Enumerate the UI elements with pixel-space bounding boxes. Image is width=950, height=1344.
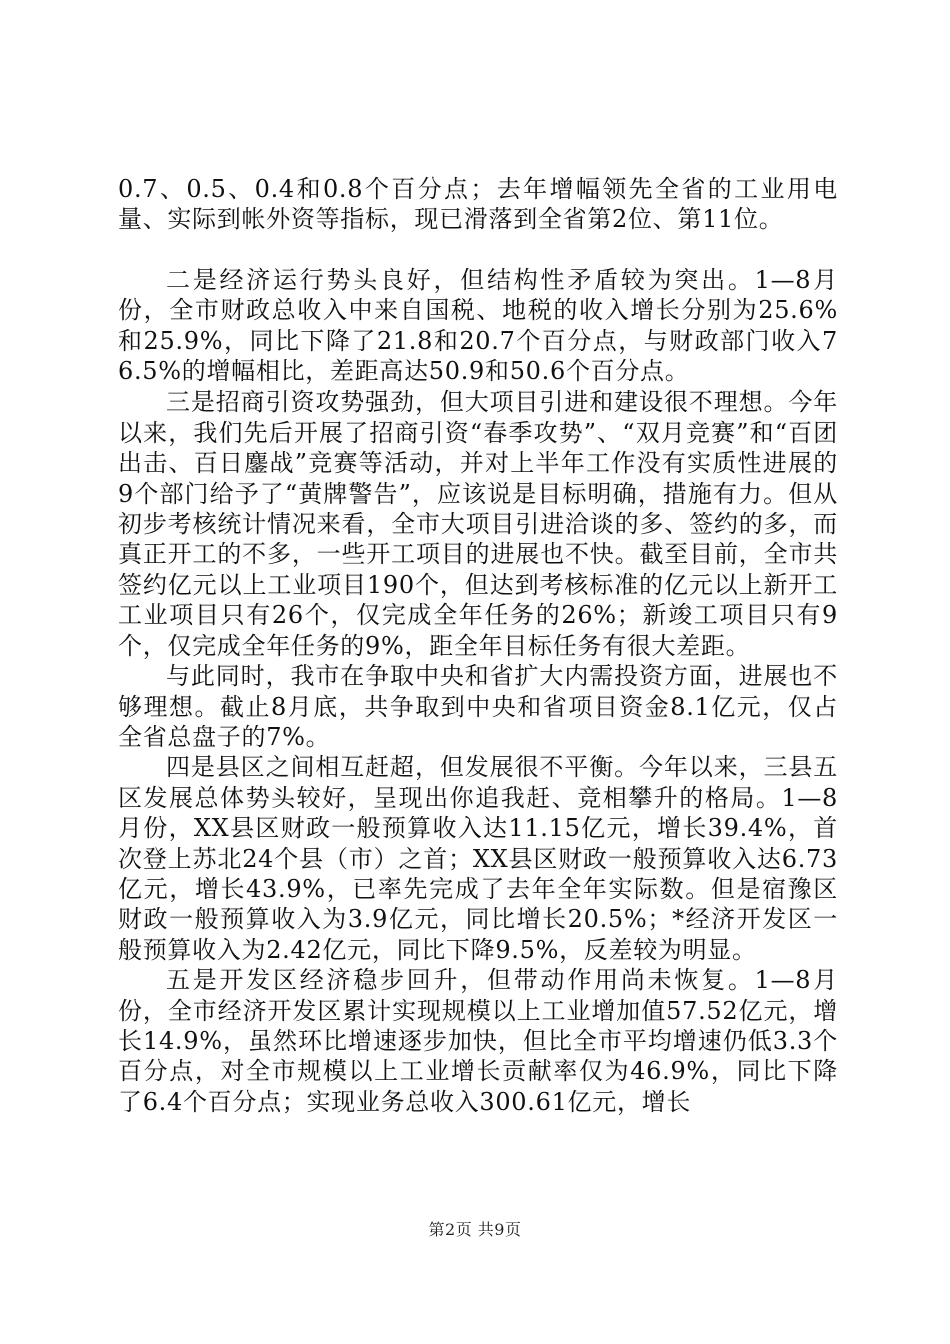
paragraph-development-zone: 五是开发区经济稳步回升，但带动作用尚未恢复。1—8月份，全市经济开发区累计实现规模以上工业增加值57.52亿元，增长14.9%，虽然环比增速逐步加快，但比全市平均增速仍低3.3个百分点，对全市规模以上工业增长贡献率仅为46.9%，同比下降了6.4个百分点；实现业务总收入300.61亿元，增长 bbox=[118, 966, 838, 1116]
paragraph-county-development: 四是县区之间相互赶超，但发展很不平衡。今年以来，三县五区发展总体势头较好，呈现出你追我赶、竞相攀升的格局。1—8月份，XX县区财政一般预算收入达11.15亿元，增长39.4%，首次登上苏北24个县（市）之首；XX县区财政一般预算收入达6.73亿元，增长43.9%，已率先完成了去年全年实际数。但是宿豫区财政一般预算收入为3.9亿元，同比增长20.5%；*经济开发区一般预算收入为2.42亿元，同比下降9.5%，反差较为明显。 bbox=[118, 753, 838, 964]
page-number-label: 第2页 共9页 bbox=[428, 1220, 522, 1239]
paragraph-continuation: 0.7、0.5、0.4和0.8个百分点；去年增幅领先全省的工业用电量、实际到帐外资等指标，现已滑落到全省第2位、第11位。 bbox=[118, 175, 838, 234]
paragraph-domestic-demand: 与此同时，我市在争取中央和省扩大内需投资方面，进展也不够理想。截止8月底，共争取到中央和省项目资金8.1亿元，仅占全省总盘子的7%。 bbox=[118, 662, 838, 751]
paragraph-economic-operation: 二是经济运行势头良好，但结构性矛盾较为突出。1—8月份，全市财政总收入中来自国税、地税的收入增长分别为25.6%和25.9%，同比下降了21.8和20.7个百分点，与财政部门收入76.5%的增幅相比，差距高达50.9和50.6个百分点。 bbox=[118, 265, 838, 386]
page-footer bbox=[0, 1217, 950, 1240]
document-body bbox=[118, 174, 838, 1117]
paragraph-investment-attraction: 三是招商引资攻势强劲，但大项目引进和建设很不理想。今年以来，我们先后开展了招商引资“春季攻势”、“双月竞赛”和“百团出击、百日鏖战”竞赛等活动，并对上半年工作没有实质性进展的9个部门给予了“黄牌警告”，应该说是目标明确，措施有力。但从初步考核统计情况来看，全市大项目引进洽谈的多、签约的多，而真正开工的不多，一些开工项目的进展也不快。截至目前，全市共签约亿元以上工业项目190个，但达到考核标准的亿元以上新开工工业项目只有26个，仅完成全年任务的26%；新竣工项目只有9个，仅完成全年任务的9%，距全年目标任务有很大差距。 bbox=[118, 388, 838, 660]
